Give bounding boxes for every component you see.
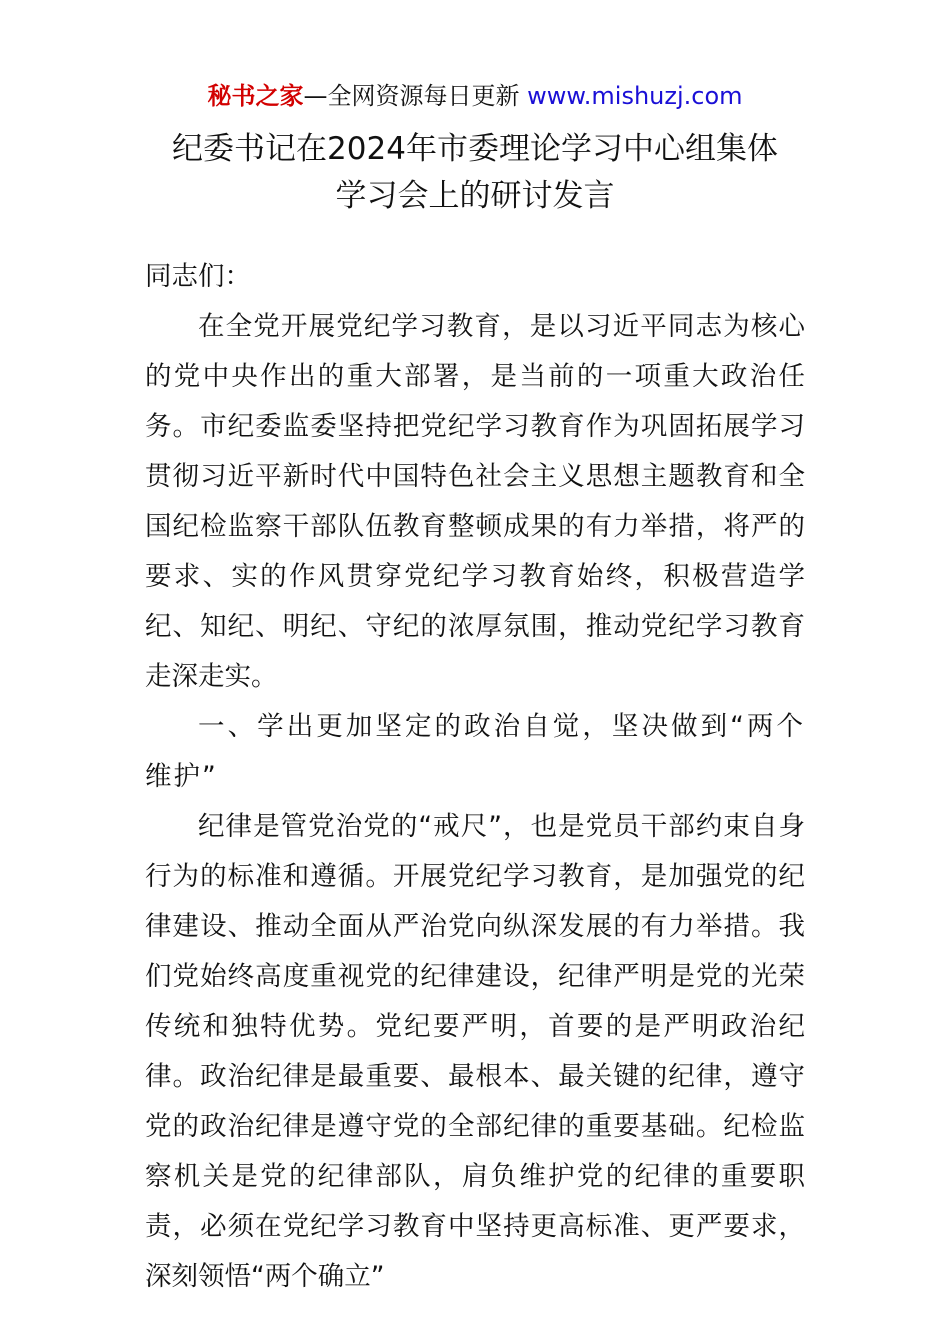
title-line-1: 纪委书记在2024年市委理论学习中心组集体 [172,131,778,167]
document-title [0,126,950,220]
title-line-2: 学习会上的研讨发言 [335,178,615,214]
paragraph-intro: 在全党开展党纪学习教育，是以习近平同志为核心的党中央作出的重大部署，是当前的一项重大政治任务。市纪委监委坚持把党纪学习教育作为巩固拓展学习贯彻习近平新时代中国特色社会主义思想主题教育和全国纪检监察干部队伍教育整顿成果的有力举措，将严的要求、实的作风贯穿党纪学习教育始终，积极营造学纪、知纪、明纪、守纪的浓厚氛围，推动党纪学习教育走深走实。 [145,311,805,692]
site-url: www.mishuzj.com [527,82,743,110]
section-heading-1: 一、学出更加坚定的政治自觉，坚决做到“两个维护” [145,711,805,792]
paragraph-section-1: 纪律是管党治党的“戒尺”，也是党员干部约束自身行为的标准和遵循。开展党纪学习教育，是加强党的纪律建设、推动全面从严治党向纵深发展的有力举措。我们党始终高度重视党的纪律建设，纪律严明是党的光荣传统和独特优势。党纪要严明，首要的是严明政治纪律。政治纪律是最重要、最根本、最关键的纪律，遵守党的政治纪律是遵守党的全部纪律的重要基础。纪检监察机关是党的纪律部队，肩负维护党的纪律的重要职责，必须在党纪学习教育中坚持更高标准、更严要求，深刻领悟“两个确立” [145,811,805,1292]
site-header [0,78,950,114]
salutation: 同志们： [145,261,251,292]
document-body [145,252,805,1302]
header-tagline: —全网资源每日更新 [303,82,528,110]
brand-name: 秘书之家 [207,82,304,110]
